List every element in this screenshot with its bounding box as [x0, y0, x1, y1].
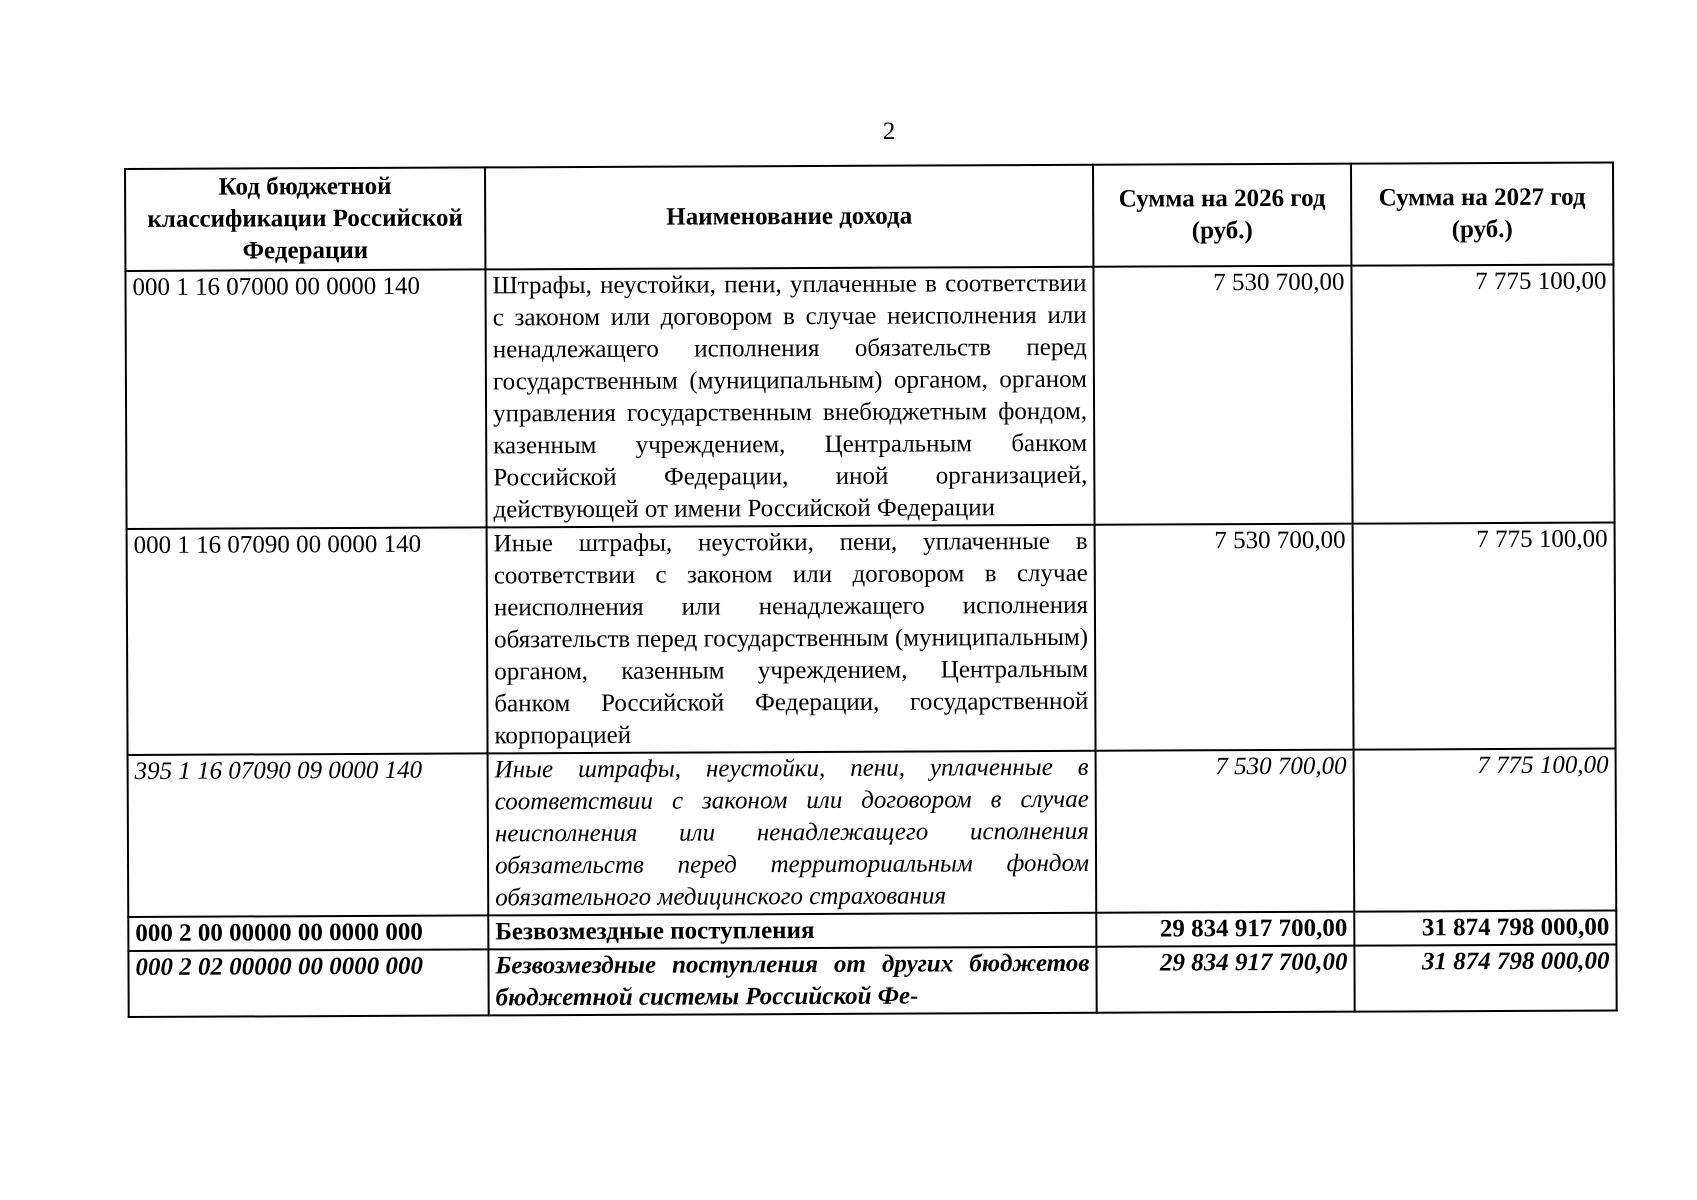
- row-sum-2027: 7 775 100,00: [1353, 522, 1616, 749]
- row-sum-2026: 7 530 700,00: [1096, 750, 1355, 913]
- table-row: [128, 944, 1616, 1016]
- row-code: 000 1 16 07000 00 0000 140: [125, 269, 486, 529]
- header-name: Наименование дохода: [485, 165, 1093, 270]
- row-name: Безвозмездные поступления от других бюджетов бюджетной системы Российской Фе-: [488, 947, 1096, 1016]
- row-sum-2026: 29 834 917 700,00: [1096, 946, 1354, 1013]
- row-name: Иные штрафы, неустойки, пени, уплаченные в соответствии с законом или договором в случае неисполнения или ненадлежащего исполнения обязательств перед государственным (муниципальным) органом, казенным учреждением, Центральным банком Российской Федерации, государственной корпорацией: [487, 525, 1096, 754]
- table-row: [128, 748, 1617, 916]
- row-name: Безвозмездные поступления: [488, 913, 1096, 950]
- row-code: 000 2 02 00000 00 0000 000: [128, 949, 488, 1017]
- header-sum-2027: Сумма на 2027 год (руб.): [1351, 163, 1613, 266]
- row-sum-2026: 29 834 917 700,00: [1096, 912, 1354, 947]
- row-sum-2027: 7 775 100,00: [1354, 748, 1617, 911]
- row-sum-2027: 31 874 798 000,00: [1354, 944, 1616, 1011]
- revenue-table: [124, 161, 1618, 1017]
- header-sum-2026: Сумма на 2026 год (руб.): [1093, 164, 1351, 267]
- row-name: Иные штрафы, неустойки, пени, уплаченные в соответствии с законом или договором в случае неисполнения или ненадлежащего исполнения обязательств перед территориальным фондом обязательного медицинского страхования: [488, 751, 1097, 916]
- row-code: 395 1 16 07090 09 0000 140: [128, 753, 489, 917]
- row-sum-2027: 31 874 798 000,00: [1354, 910, 1616, 945]
- row-sum-2027: 7 775 100,00: [1351, 265, 1614, 524]
- table-header-row: [125, 163, 1613, 271]
- row-code: 000 2 00 00000 00 0000 000: [128, 915, 488, 951]
- header-code: Код бюджетной классификации Российской Федерации: [125, 167, 485, 271]
- row-sum-2026: 7 530 700,00: [1095, 524, 1354, 751]
- row-sum-2026: 7 530 700,00: [1093, 266, 1352, 525]
- table-row: [127, 522, 1616, 754]
- page-number: 2: [882, 118, 896, 145]
- row-name: Штрафы, неустойки, пени, уплаченные в соответствии с законом или договором в случае неисполнения или ненадлежащего исполнения обязательств перед государственным (муниципальным) органом, органом управления государственным внебюджетным фондом, казенным учреждением, Центральным банком Российской Федерации, иной организацией, действующей от имени Российской Федерации: [485, 267, 1094, 528]
- row-code: 000 1 16 07090 00 0000 140: [127, 527, 488, 755]
- table-row: [125, 265, 1614, 529]
